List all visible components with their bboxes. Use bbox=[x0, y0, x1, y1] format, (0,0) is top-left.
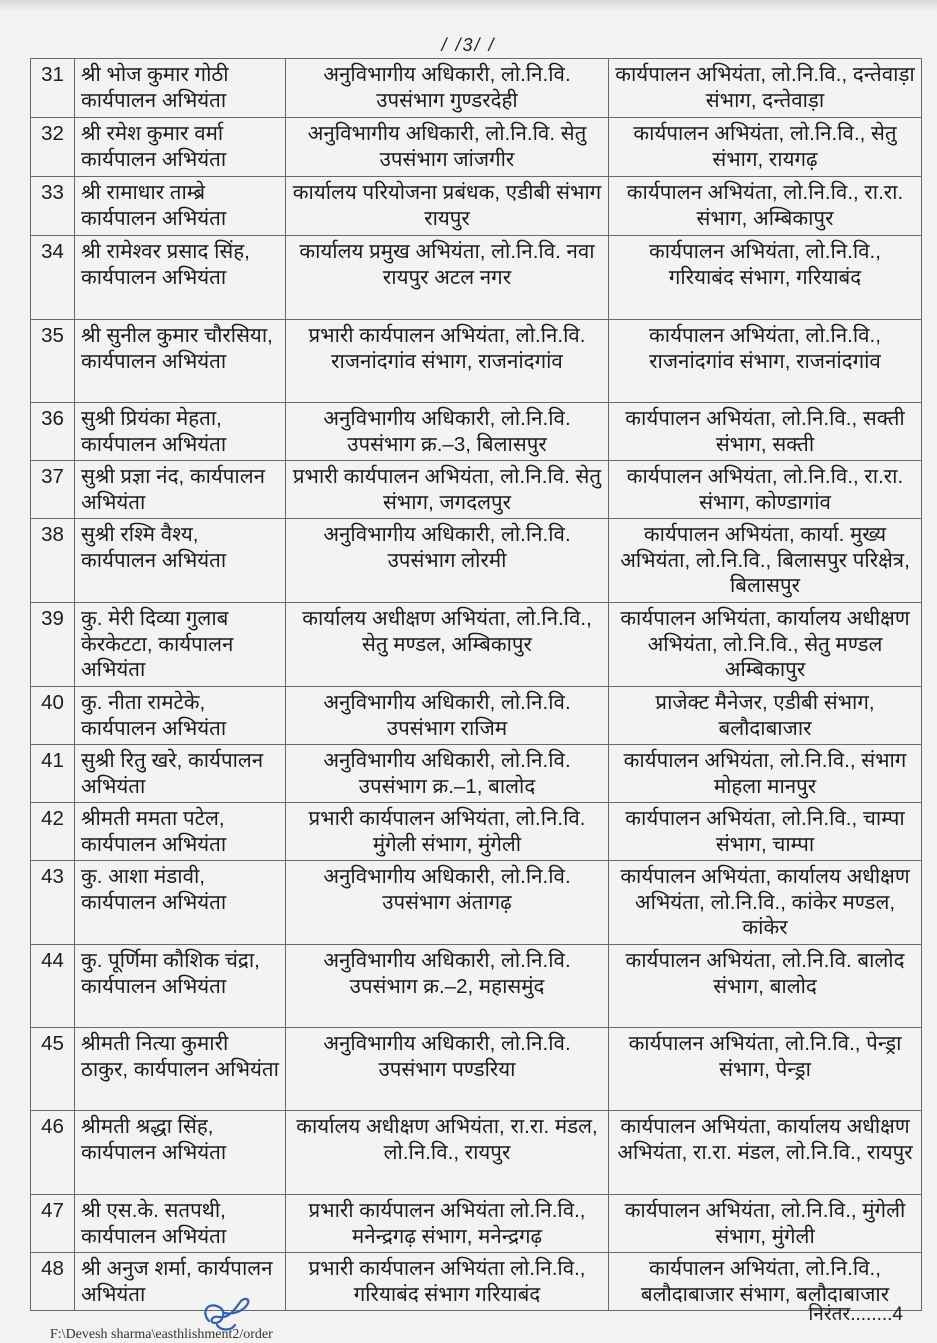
serial-number-cell: 47 bbox=[31, 1195, 75, 1253]
table-row bbox=[31, 687, 922, 745]
serial-number-cell: 45 bbox=[31, 1028, 75, 1111]
table-row bbox=[31, 403, 922, 461]
table-row bbox=[31, 745, 922, 803]
officer-name-cell: कु. मेरी दिव्या गुलाब केरकेटटा, कार्यपालन अभियंता bbox=[75, 603, 286, 687]
officer-name-cell: श्री सुनील कुमार चौरसिया, कार्यपालन अभियंता bbox=[75, 320, 286, 403]
current-posting-cell: प्रभारी कार्यपालन अभियंता, लो.नि.वि. मुंगेली संभाग, मुंगेली bbox=[286, 803, 609, 861]
serial-number-cell: 31 bbox=[31, 59, 75, 118]
officer-name-cell: श्री भोज कुमार गोठी कार्यपालन अभियंता bbox=[75, 59, 286, 118]
officer-name-cell: सुश्री रितु खरे, कार्यपालन अभियंता bbox=[75, 745, 286, 803]
serial-number-cell: 41 bbox=[31, 745, 75, 803]
officer-name-cell: श्रीमती श्रद्धा सिंह, कार्यपालन अभियंता bbox=[75, 1111, 286, 1195]
current-posting-cell: कार्यालय अधीक्षण अभियंता, रा.रा. मंडल, लो.नि.वि., रायपुर bbox=[286, 1111, 609, 1195]
serial-number-cell: 44 bbox=[31, 945, 75, 1028]
officer-name-cell: श्री रामाधार ताम्ब्रे कार्यपालन अभियंता bbox=[75, 177, 286, 236]
officer-name-cell: श्री रामेश्वर प्रसाद सिंह, कार्यपालन अभियंता bbox=[75, 236, 286, 320]
table-row bbox=[31, 1111, 922, 1195]
current-posting-cell: प्रभारी कार्यपालन अभियंता, लो.नि.वि. सेतु संभाग, जगदलपुर bbox=[286, 461, 609, 519]
new-posting-cell: कार्यपालन अभियंता, कार्यालय अधीक्षण अभियंता, लो.नि.वि., सेतु मण्डल अम्बिकापुर bbox=[609, 603, 922, 687]
new-posting-cell: प्राजेक्ट मैनेजर, एडीबी संभाग, बलौदाबाजार bbox=[609, 687, 922, 745]
table-row bbox=[31, 118, 922, 177]
officer-name-cell: श्री रमेश कुमार वर्मा कार्यपालन अभियंता bbox=[75, 118, 286, 177]
current-posting-cell: प्रभारी कार्यपालन अभियंता लो.नि.वि., गरियाबंद संभाग गरियाबंद bbox=[286, 1253, 609, 1311]
officer-name-cell: श्री अनुज शर्मा, कार्यपालन अभियंता bbox=[75, 1253, 286, 1311]
table-row bbox=[31, 1195, 922, 1253]
table-row bbox=[31, 861, 922, 945]
serial-number-cell: 33 bbox=[31, 177, 75, 236]
new-posting-cell: कार्यपालन अभियंता, लो.नि.वि., रा.रा. संभाग, अम्बिकापुर bbox=[609, 177, 922, 236]
current-posting-cell: अनुविभागीय अधिकारी, लो.नि.वि. उपसंभाग क्र.–3, बिलासपुर bbox=[286, 403, 609, 461]
new-posting-cell: कार्यपालन अभियंता, कार्यालय अधीक्षण अभियंता, रा.रा. मंडल, लो.नि.वि., रायपुर bbox=[609, 1111, 922, 1195]
serial-number-cell: 46 bbox=[31, 1111, 75, 1195]
current-posting-cell: कार्यालय परियोजना प्रबंधक, एडीबी संभाग रायपुर bbox=[286, 177, 609, 236]
serial-number-cell: 43 bbox=[31, 861, 75, 945]
table-row bbox=[31, 945, 922, 1028]
table-row bbox=[31, 1028, 922, 1111]
serial-number-cell: 48 bbox=[31, 1253, 75, 1311]
officer-name-cell: श्रीमती ममता पटेल, कार्यपालन अभियंता bbox=[75, 803, 286, 861]
serial-number-cell: 42 bbox=[31, 803, 75, 861]
current-posting-cell: अनुविभागीय अधिकारी, लो.नि.वि. उपसंभाग अंतागढ़ bbox=[286, 861, 609, 945]
serial-number-cell: 34 bbox=[31, 236, 75, 320]
officer-name-cell: श्री एस.के. सतपथी, कार्यपालन अभियंता bbox=[75, 1195, 286, 1253]
current-posting-cell: अनुविभागीय अधिकारी, लो.नि.वि. उपसंभाग लोरमी bbox=[286, 519, 609, 603]
new-posting-cell: कार्यपालन अभियंता, लो.नि.वि., सक्ती संभाग, सक्ती bbox=[609, 403, 922, 461]
serial-number-cell: 36 bbox=[31, 403, 75, 461]
table-row bbox=[31, 461, 922, 519]
serial-number-cell: 39 bbox=[31, 603, 75, 687]
current-posting-cell: अनुविभागीय अधिकारी, लो.नि.वि. उपसंभाग गुण्डरदेही bbox=[286, 59, 609, 118]
officer-name-cell: सुश्री प्रियंका मेहता, कार्यपालन अभियंता bbox=[75, 403, 286, 461]
officer-name-cell: सुश्री प्रज्ञा नंद, कार्यपालन अभियंता bbox=[75, 461, 286, 519]
officer-name-cell: कु. पूर्णिमा कौशिक चंद्रा, कार्यपालन अभियंता bbox=[75, 945, 286, 1028]
new-posting-cell: कार्यपालन अभियंता, लो.नि.वि., राजनांदगांव संभाग, राजनांदगांव bbox=[609, 320, 922, 403]
current-posting-cell: अनुविभागीय अधिकारी, लो.नि.वि. उपसंभाग क्र.–1, बालोद bbox=[286, 745, 609, 803]
new-posting-cell: कार्यपालन अभियंता, लो.नि.वि., सेतु संभाग, रायगढ़ bbox=[609, 118, 922, 177]
new-posting-cell: कार्यपालन अभियंता, लो.नि.वि., चाम्पा संभाग, चाम्पा bbox=[609, 803, 922, 861]
page-edge-shadow bbox=[0, 0, 937, 12]
table-row bbox=[31, 236, 922, 320]
new-posting-cell: कार्यपालन अभियंता, लो.नि.वि., गरियाबंद संभाग, गरियाबंद bbox=[609, 236, 922, 320]
new-posting-cell: कार्यपालन अभियंता, लो.नि.वि., संभाग मोहला मानपुर bbox=[609, 745, 922, 803]
page-number: / /3/ / bbox=[441, 35, 496, 55]
new-posting-cell: कार्यपालन अभियंता, लो.नि.वि., बलौदाबाजार संभाग, बलौदाबाजार bbox=[609, 1253, 922, 1311]
new-posting-cell: कार्यपालन अभियंता, लो.नि.वि., पेन्ड्रा संभाग, पेन्ड्रा bbox=[609, 1028, 922, 1111]
serial-number-cell: 37 bbox=[31, 461, 75, 519]
new-posting-cell: कार्यपालन अभियंता, लो.नि.वि., दन्तेवाड़ा संभाग, दन्तेवाड़ा bbox=[609, 59, 922, 118]
current-posting-cell: अनुविभागीय अधिकारी, लो.नि.वि. उपसंभाग पण्डरिया bbox=[286, 1028, 609, 1111]
table-row bbox=[31, 320, 922, 403]
officer-name-cell: सुश्री रश्मि वैश्य, कार्यपालन अभियंता bbox=[75, 519, 286, 603]
officer-name-cell: कु. नीता रामटेके, कार्यपालन अभियंता bbox=[75, 687, 286, 745]
table-row bbox=[31, 177, 922, 236]
new-posting-cell: कार्यपालन अभियंता, लो.नि.वि. बालोद संभाग, बालोद bbox=[609, 945, 922, 1028]
new-posting-cell: कार्यपालन अभियंता, लो.नि.वि., रा.रा. संभाग, कोण्डागांव bbox=[609, 461, 922, 519]
new-posting-cell: कार्यपालन अभियंता, लो.नि.वि., मुंगेली संभाग, मुंगेली bbox=[609, 1195, 922, 1253]
current-posting-cell: कार्यालय अधीक्षण अभियंता, लो.नि.वि., सेतु मण्डल, अम्बिकापुर bbox=[286, 603, 609, 687]
officer-name-cell: कु. आशा मंडावी, कार्यपालन अभियंता bbox=[75, 861, 286, 945]
serial-number-cell: 40 bbox=[31, 687, 75, 745]
postings-table-body bbox=[31, 59, 922, 1311]
serial-number-cell: 32 bbox=[31, 118, 75, 177]
table-row bbox=[31, 603, 922, 687]
serial-number-cell: 38 bbox=[31, 519, 75, 603]
current-posting-cell: अनुविभागीय अधिकारी, लो.नि.वि. उपसंभाग क्र.–2, महासमुंद bbox=[286, 945, 609, 1028]
table-row bbox=[31, 1253, 922, 1311]
new-posting-cell: कार्यपालन अभियंता, कार्या. मुख्य अभियंता, लो.नि.वि., बिलासपुर परिक्षेत्र, बिलासपुर bbox=[609, 519, 922, 603]
table-row bbox=[31, 803, 922, 861]
file-path: F:\Devesh sharma\easthlishment2/order bbox=[50, 1327, 273, 1342]
serial-number-cell: 35 bbox=[31, 320, 75, 403]
current-posting-cell: कार्यालय प्रमुख अभियंता, लो.नि.वि. नवा रायपुर अटल नगर bbox=[286, 236, 609, 320]
new-posting-cell: कार्यपालन अभियंता, कार्यालय अधीक्षण अभियंता, लो.नि.वि., कांकेर मण्डल, कांकेर bbox=[609, 861, 922, 945]
table-row bbox=[31, 519, 922, 603]
continued-label: निरंतर........4 bbox=[808, 1304, 903, 1325]
current-posting-cell: अनुविभागीय अधिकारी, लो.नि.वि. सेतु उपसंभाग जांजगीर bbox=[286, 118, 609, 177]
current-posting-cell: प्रभारी कार्यपालन अभियंता लो.नि.वि., मनेन्द्रगढ़ संभाग, मनेन्द्रगढ़ bbox=[286, 1195, 609, 1253]
officer-name-cell: श्रीमती नित्या कुमारी ठाकुर, कार्यपालन अभियंता bbox=[75, 1028, 286, 1111]
table-row bbox=[31, 59, 922, 118]
current-posting-cell: अनुविभागीय अधिकारी, लो.नि.वि. उपसंभाग राजिम bbox=[286, 687, 609, 745]
postings-table bbox=[30, 58, 922, 1311]
current-posting-cell: प्रभारी कार्यपालन अभियंता, लो.नि.वि. राजनांदगांव संभाग, राजनांदगांव bbox=[286, 320, 609, 403]
